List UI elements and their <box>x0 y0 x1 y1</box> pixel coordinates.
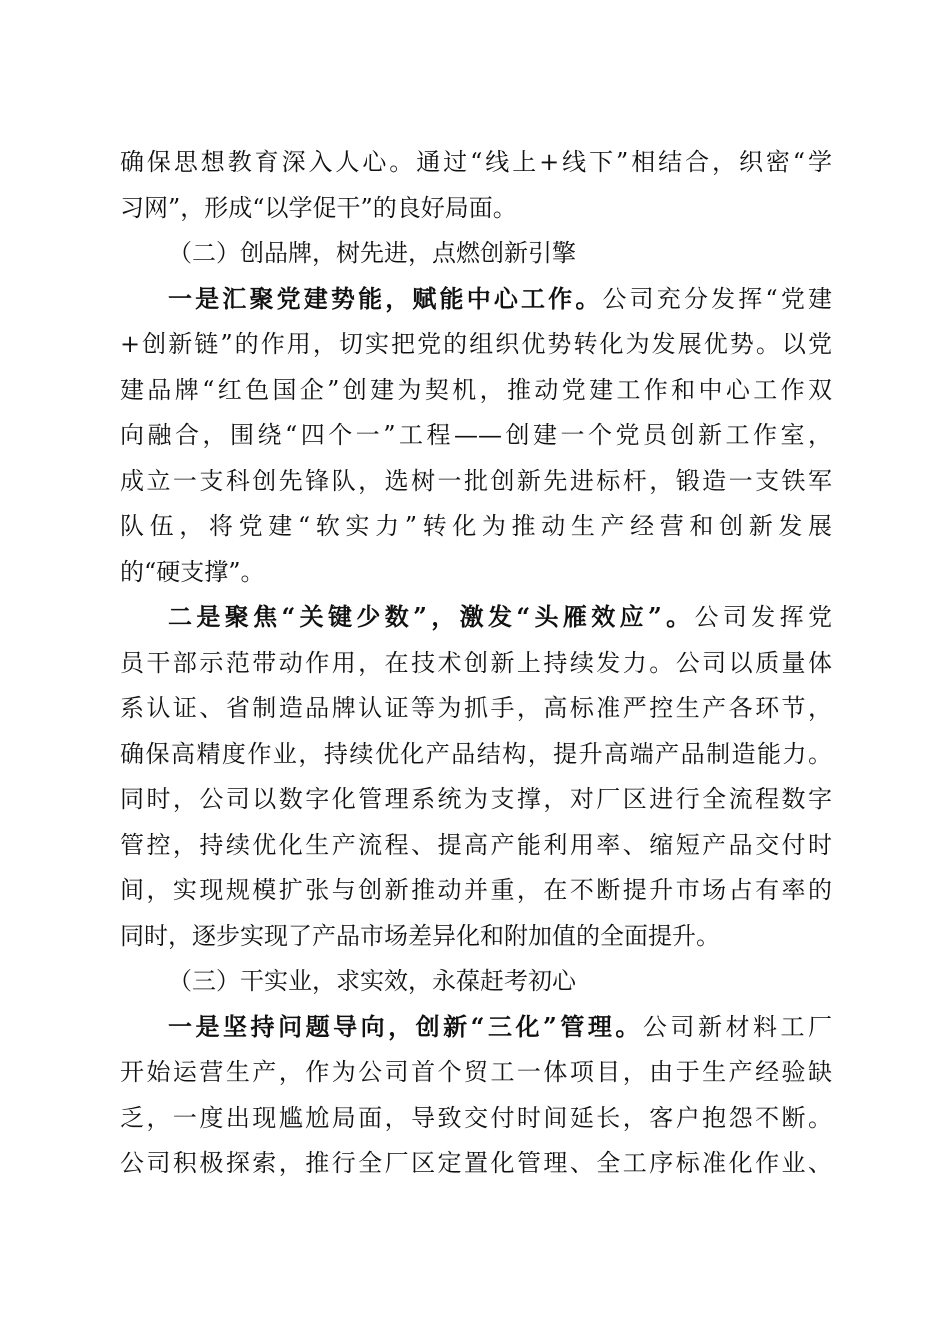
paragraph-line: 乏，一度出现尴尬局面，导致交付时间延长，客户抱怨不断。 <box>120 1104 832 1132</box>
paragraph-first-line <box>168 594 832 640</box>
lead-sentence: 一是汇聚党建势能，赋能中心工作。 <box>168 284 603 313</box>
paragraph-line: 同时，公司以数字化管理系统为支撑，对厂区进行全流程数字 <box>120 785 832 813</box>
paragraph-line: 同时，逐步实现了产品市场差异化和附加值的全面提升。 <box>120 922 720 950</box>
paragraph-text: 公司充分发挥“党建 <box>602 285 832 313</box>
paragraph-line: +创新链”的作用，切实把党的组织优势转化为发展优势。以党 <box>120 330 832 358</box>
paragraph-line: 建品牌“红色国企”创建为契机，推动党建工作和中心工作双 <box>120 376 832 404</box>
paragraph-line: 管控，持续优化生产流程、提高产能利用率、缩短产品交付时 <box>120 831 832 859</box>
paragraph-line: 向融合，围绕“四个一”工程——创建一个党员创新工作室， <box>120 421 832 449</box>
lead-sentence: 一是坚持问题导向，创新“三化”管理。 <box>168 1012 643 1041</box>
paragraph-line: 成立一支科创先锋队，选树一批创新先进标杆，锻造一支铁军 <box>120 467 832 495</box>
paragraph-text: 公司发挥党 <box>694 603 832 631</box>
paragraph-line: 的“硬支撑”。 <box>120 558 265 586</box>
paragraph-first-line <box>168 276 832 322</box>
paragraph-line: 系认证、省制造品牌认证等为抓手，高标准严控生产各环节， <box>120 694 832 722</box>
paragraph-line: 确保思想教育深入人心。通过“线上+线下”相结合，织密“学 <box>120 148 832 176</box>
paragraph-text: 公司新材料工厂 <box>642 1013 832 1041</box>
paragraph-first-line <box>168 1004 832 1050</box>
paragraph-line: 确保高精度作业，持续优化产品结构，提升高端产品制造能力。 <box>120 740 832 768</box>
paragraph-line: 队伍，将党建“软实力”转化为推动生产经营和创新发展 <box>120 512 832 540</box>
section-heading: （二）创品牌，树先进，点燃创新引擎 <box>168 239 576 267</box>
paragraph-line: 开始运营生产，作为公司首个贸工一体项目，由于生产经验缺 <box>120 1058 832 1086</box>
paragraph-line: 习网”，形成“以学促干”的良好局面。 <box>120 194 517 222</box>
paragraph-line: 间，实现规模扩张与创新推动并重，在不断提升市场占有率的 <box>120 876 832 904</box>
paragraph-line: 公司积极探索，推行全厂区定置化管理、全工序标准化作业、 <box>120 1149 832 1177</box>
section-heading: （三）干实业，求实效，永葆赶考初心 <box>168 967 576 995</box>
paragraph-line: 员干部示范带动作用，在技术创新上持续发力。公司以质量体 <box>120 649 832 677</box>
lead-sentence: 二是聚焦“关键少数”，激发“头雁效应”。 <box>168 602 695 631</box>
